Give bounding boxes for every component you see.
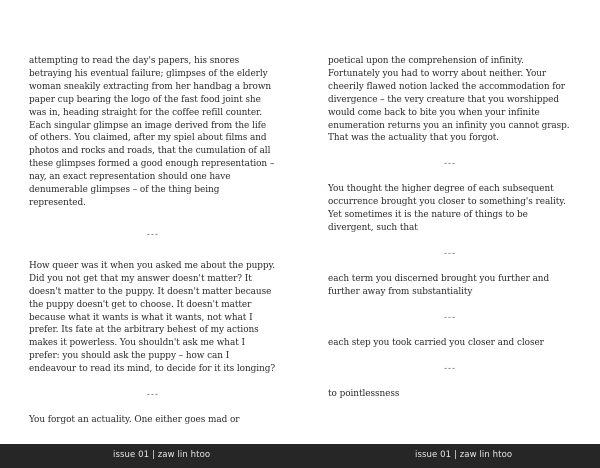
right-page	[300, 0, 600, 444]
section-separator: ---	[443, 159, 457, 170]
right-text-column	[328, 55, 572, 401]
section-separator: ---	[146, 229, 160, 240]
left-paragraph-2: How queer was it when you asked me about the puppy. Did you not get that my answer doesn't matter? It doesn't matter to the puppy. It doesn't matter because the puppy doesn't get to choose. It doesn't matter because what it wants is what it wants, not what I prefer. Its fate at the arbitrary behest of my actions makes it powerless. You shouldn't ask me what I prefer: you should ask the puppy – how can I endeavour to read its mind, to decide for it its longing?	[29, 260, 276, 375]
right-footer-label: issue 01 | zaw lin htoo	[415, 450, 513, 460]
footer-bar	[0, 444, 600, 468]
right-paragraph-2: You thought the higher degree of each subsequent occurrence brought you closer to something's reality. Yet sometimes it is the nature of things to be divergent, such that	[328, 184, 566, 234]
section-separator: ---	[443, 363, 457, 374]
section-separator: ---	[443, 248, 457, 259]
right-paragraph-4: each step you took carried you closer and closer	[328, 337, 544, 348]
left-page	[0, 0, 300, 444]
right-paragraph-1: poetical upon the comprehension of infinity. Fortunately you had to worry about neither. Your cheerily flawed notion lacked the accommodation for divergence – the very creature that you worshipped would come back to bite you when your infinite enumeration returns you an infinity you cannot grasp. That was the actuality that you forgot.	[328, 56, 570, 144]
left-text-column	[29, 55, 277, 427]
right-paragraph-5: to pointlessness	[328, 388, 400, 399]
left-footer-label: issue 01 | zaw lin htoo	[113, 450, 211, 460]
section-separator: ---	[146, 390, 160, 401]
right-paragraph-3: each term you discerned brought you further and further away from substantiality	[328, 273, 550, 297]
left-paragraph-1: attempting to read the day's papers, his snores betraying his eventual failure; glimpses of the elderly woman sneakily extracting from her handbag a brown paper cup bearing the logo of the fast food joint she was in, heading straight for the coffee refill counter. Each singular glimpse an image derived from the life of others. You claimed, after my spiel about films and photos and rocks and roads, that the cumulation of all these glimpses formed a good enough representation – nay, an exact representation should one have denumerable glimpses – of the thing being represented.	[29, 56, 275, 208]
section-separator: ---	[443, 312, 457, 323]
left-paragraph-3: You forgot an actuality. One either goes mad or	[29, 415, 240, 426]
